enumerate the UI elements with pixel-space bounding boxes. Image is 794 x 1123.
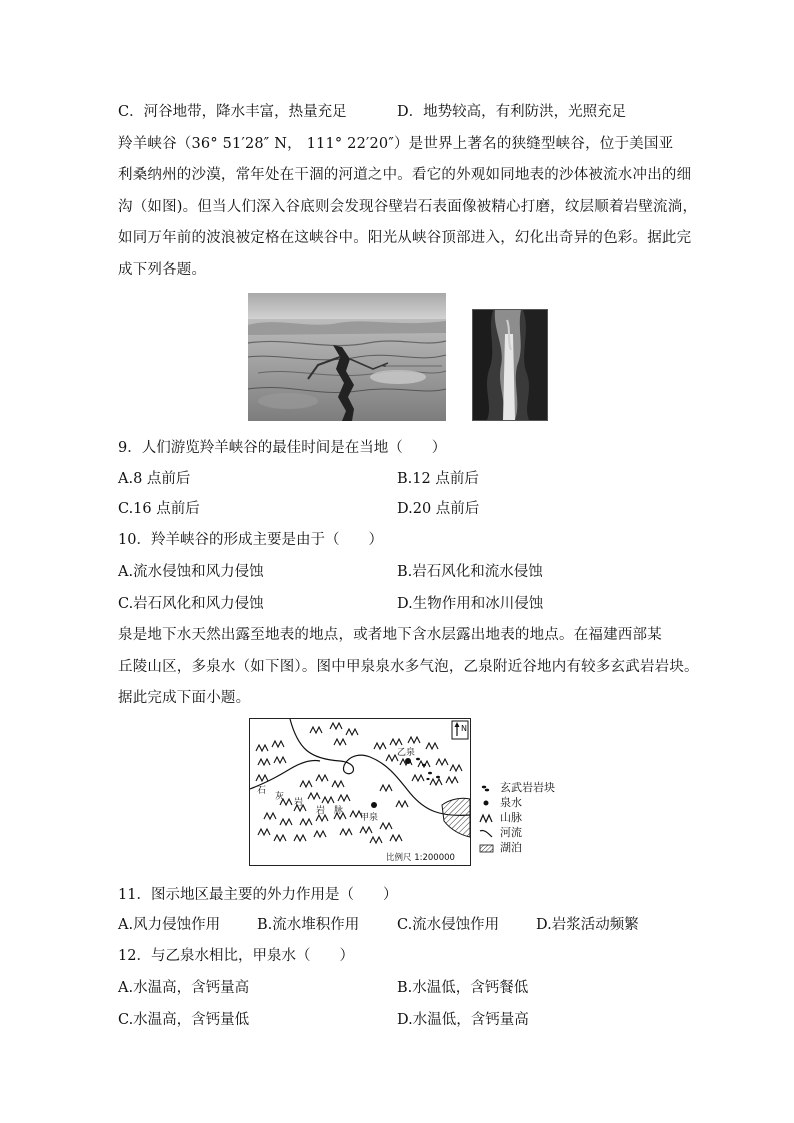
legend-basalt: 玄武岩岩块 [478,780,555,795]
q8-option-c: C．河谷地带，降水丰富，热量充足 [118,104,347,120]
q8-option-d: D．地势较高，有利防洪，光照充足 [397,104,627,120]
intro1-line-1: 羚羊峡谷（36° 51′28″ N， 111° 22′20″）是世界上著名的狭缝型峡谷，位于美国亚 [118,136,674,152]
pointer-arrow [352,365,472,367]
q11-option-b: B.流水堆积作用 [257,917,360,933]
legend-spring: 泉水 [478,795,555,810]
q12-option-b: B.水温低，含钙餐低 [397,980,529,996]
q12-option-d: D.水温低，含钙量高 [397,1012,529,1028]
q12-option-a: A.水温高，含钙量高 [118,980,250,996]
q11-option-a: A.风力侵蚀作用 [118,917,221,933]
intro2-line-2: 丘陵山区，多泉水（如下图）。图中甲泉泉水多气泡，乙泉附近谷地内有较多玄武岩岩块。 [118,659,699,675]
map-scale: 比例尺 1:200000 [386,853,455,863]
limestone-label-2: 灰 [275,792,285,802]
q11-option-c: C.流水侵蚀作用 [397,917,500,933]
q10-option-c: C.岩石风化和风力侵蚀 [118,596,264,612]
limestone-label-1: 石 [257,786,267,796]
spring-map [249,718,471,866]
q9-option-d: D.20 点前后 [397,501,480,517]
spring-icon [478,797,496,809]
q9-option-a: A.8 点前后 [118,471,191,487]
range-label-2: 脉 [334,806,344,816]
q12-stem: 12．与乙泉水相比，甲泉水（ ） [118,948,354,964]
intro1-line-2: 利桑纳州的沙漠，常年处在干涸的河道之中。看它的外观如同地表的沙体被流水冲出的细 [118,167,692,183]
spring-jia-label: 甲泉 [360,813,379,823]
mountain-icon [478,812,496,824]
north-label: N [461,724,467,733]
intro2-line-3: 据此完成下面小题。 [118,690,251,706]
q11-option-d: D.岩浆活动频繁 [536,917,639,933]
canyon-landscape-photo [248,293,446,421]
q11-stem: 11．图示地区最主要的外力作用是（ ） [118,887,398,903]
legend-lake: 湖泊 [478,840,555,855]
slot-canyon-photo [472,309,548,421]
q9-option-b: B.12 点前后 [397,471,479,487]
legend-mountain: 山脉 [478,810,555,825]
intro1-line-5: 成下列各题。 [118,262,207,278]
river-icon [478,827,496,839]
q10-option-d: D.生物作用和冰川侵蚀 [397,596,544,612]
limestone-label-3: 岩 [294,798,304,808]
q12-option-c: C.水温高，含钙量低 [118,1012,250,1028]
spring-yi-label: 乙泉 [397,748,416,758]
intro1-line-4: 如同万年前的波浪被定格在这峡谷中。阳光从峡谷顶部进入，幻化出奇异的色彩。据此完 [118,230,692,246]
q10-stem: 10．羚羊峡谷的形成主要是由于（ ） [118,532,383,548]
q10-option-b: B.岩石风化和流水侵蚀 [397,564,543,580]
q9-stem: 9．人们游览羚羊峡谷的最佳时间是在当地（ ） [118,440,447,456]
range-label-1: 岩 [316,806,326,816]
map-legend [478,780,555,855]
lake-icon [478,842,496,854]
legend-river: 河流 [478,825,555,840]
intro2-line-1: 泉是地下水天然出露至地表的地点，或者地下含水层露出地表的地点。在福建西部某 [118,627,662,643]
q9-option-c: C.16 点前后 [118,501,200,517]
q10-option-a: A.流水侵蚀和风力侵蚀 [118,564,264,580]
intro1-line-3: 沟（如图)。但当人们深入谷底则会发现谷壁岩石表面像被精心打磨，纹层顺着岩壁流淌， [118,199,698,215]
basalt-icon [478,782,496,794]
